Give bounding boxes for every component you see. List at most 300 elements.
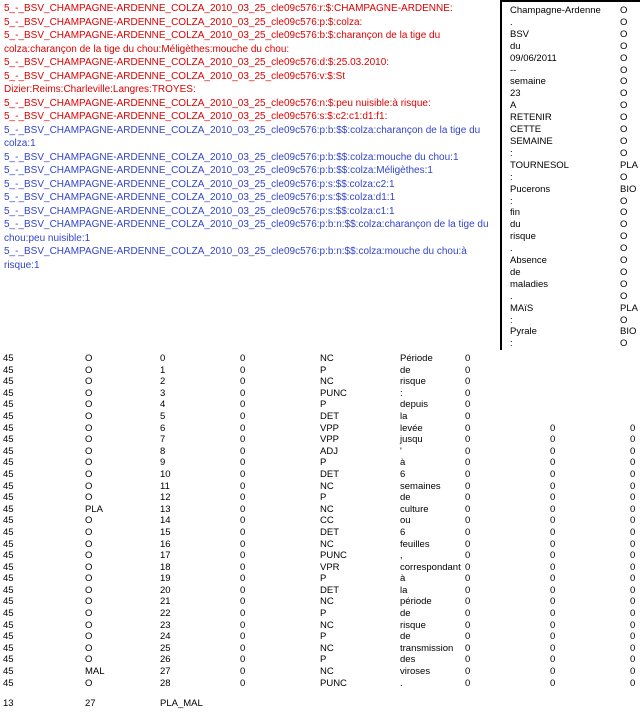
- table-cell: P: [320, 364, 327, 376]
- table-cell: 0: [550, 677, 556, 689]
- table-cell: 45: [3, 526, 14, 538]
- annotation-line-blue: 5_-_BSV_CHAMPAGNE-ARDENNE_COLZA_2010_03_25_cle09c576:p:s:$$:colza:c2:1: [4, 178, 395, 190]
- token-row: [510, 279, 640, 291]
- token-text: du: [510, 40, 521, 52]
- table-cell: NC: [320, 480, 334, 492]
- table-cell: depuis: [400, 399, 428, 411]
- table-cell: 0: [240, 353, 246, 364]
- table-cell: O: [85, 410, 93, 422]
- table-cell: 0: [465, 457, 471, 469]
- table-row: [3, 365, 640, 377]
- table-row: [3, 446, 640, 458]
- table-cell: 21: [160, 596, 171, 608]
- table-row: [3, 608, 640, 620]
- table-cell: 0: [550, 445, 556, 457]
- table-cell: P: [320, 399, 327, 411]
- table-cell: PUNC: [320, 387, 347, 399]
- token-row: [510, 53, 640, 65]
- table-cell: 0: [550, 666, 556, 678]
- table-cell: 14: [160, 515, 171, 527]
- table-cell: 0: [465, 399, 471, 411]
- table-cell: [550, 399, 630, 411]
- token-tag: BIO: [620, 183, 637, 195]
- token-row: [510, 136, 640, 148]
- table-cell: [550, 376, 630, 388]
- table-cell: 0: [465, 654, 471, 666]
- table-cell: 12: [160, 492, 171, 504]
- table-cell: 20: [160, 584, 171, 596]
- table-cell: O: [85, 445, 93, 457]
- token-row: [510, 196, 640, 208]
- table-cell: 45: [3, 457, 14, 469]
- table-cell: ,: [400, 550, 403, 562]
- table-cell: :: [400, 387, 403, 399]
- token-row: [510, 303, 640, 315]
- table-cell: O: [85, 387, 93, 399]
- token-tag: O: [620, 207, 628, 219]
- table-cell: 0: [240, 515, 246, 527]
- table-cell: 0: [550, 492, 556, 504]
- token-row: [510, 207, 640, 219]
- table-cell: 0: [550, 596, 556, 608]
- token-tag: O: [620, 28, 628, 40]
- table-cell: 0: [465, 550, 471, 562]
- token-tag: O: [620, 243, 628, 255]
- token-text: :: [510, 147, 513, 159]
- token-tag: O: [620, 100, 628, 112]
- table-cell: 0: [465, 538, 471, 550]
- token-text: CETTE: [510, 124, 542, 136]
- table-cell: 3: [160, 387, 166, 399]
- table-cell: NC: [320, 642, 334, 654]
- table-cell: risque: [400, 619, 426, 631]
- table-cell: 0: [550, 573, 556, 585]
- table-cell: NC: [320, 503, 334, 515]
- token-row: [510, 65, 640, 77]
- table-cell: O: [85, 492, 93, 504]
- annotation-line-blue: 5_-_BSV_CHAMPAGNE-ARDENNE_COLZA_2010_03_25_cle09c576:p:b:$$:colza:Méligèthes:1: [4, 165, 433, 176]
- table-cell: 0: [630, 503, 636, 515]
- table-cell: 0: [240, 642, 246, 654]
- token-text: de: [510, 266, 521, 278]
- table-row: [3, 353, 640, 365]
- table-cell: NC: [320, 619, 334, 631]
- table-cell: O: [85, 468, 93, 480]
- table-cell: 0: [160, 353, 166, 364]
- token-text: .: [510, 290, 513, 302]
- table-cell: [550, 388, 630, 400]
- table-cell: 23: [160, 619, 171, 631]
- token-text: BSV: [510, 28, 530, 40]
- annotation-line-blue: 5_-_BSV_CHAMPAGNE-ARDENNE_COLZA_2010_03_25_cle09c576:p:b:$$:colza:charançon de la tige du colza:1: [4, 124, 481, 149]
- table-cell: CC: [320, 515, 334, 527]
- table-row: [3, 492, 640, 504]
- pos-table-body: [3, 353, 640, 689]
- table-cell: 0: [630, 561, 636, 573]
- table-cell: à: [400, 573, 406, 585]
- annotation-line-red: 5_-_BSV_CHAMPAGNE-ARDENNE_COLZA_2010_03_25_cle09c576:d:$:25.03.2010:: [4, 57, 390, 68]
- table-cell: O: [85, 631, 93, 643]
- table-cell: 0: [240, 457, 246, 469]
- table-row: [3, 631, 640, 643]
- token-row: [510, 41, 640, 53]
- token-tag: O: [620, 76, 628, 88]
- table-cell: O: [85, 399, 93, 411]
- token-row: [510, 255, 640, 267]
- token-text: maladies: [510, 278, 549, 290]
- table-row: [3, 550, 640, 562]
- table-cell: 0: [550, 434, 556, 446]
- table-row: [3, 678, 640, 690]
- table-cell: 0: [240, 410, 246, 422]
- table-cell: 0: [240, 631, 246, 643]
- table-cell: [630, 411, 640, 423]
- table-cell: feuilles: [400, 538, 430, 550]
- table-cell: PLA: [85, 503, 103, 515]
- annotation-line-red: 5_-_BSV_CHAMPAGNE-ARDENNE_COLZA_2010_03_25_cle09c576:b:$:charançon de la tige du colza:charançon de la tige du chou:Méligèthes:mouche du chou:: [4, 30, 441, 55]
- token-tag: PLA: [620, 159, 638, 171]
- annotation-line-red: 5_-_BSV_CHAMPAGNE-ARDENNE_COLZA_2010_03_25_cle09c576:r:$:CHAMPAGNE-ARDENNE:: [4, 3, 453, 14]
- table-cell: 0: [465, 480, 471, 492]
- annotation-line-red: 5_-_BSV_CHAMPAGNE-ARDENNE_COLZA_2010_03_25_cle09c576:n:$:peu nuisible:à risque:: [4, 97, 431, 109]
- table-cell: 16: [160, 538, 171, 550]
- table-cell: DET: [320, 584, 339, 596]
- table-cell: 0: [240, 677, 246, 689]
- footer-sentence-id: 13: [3, 698, 14, 710]
- token-text: RETENIR: [510, 112, 552, 124]
- table-cell: 6: [400, 526, 406, 538]
- table-cell: 0: [630, 619, 636, 631]
- token-text: .: [510, 16, 513, 28]
- table-cell: 45: [3, 642, 14, 654]
- table-cell: 0: [630, 515, 636, 527]
- table-cell: PUNC: [320, 677, 347, 689]
- token-tag: BIO: [620, 326, 637, 338]
- table-row: [3, 666, 640, 678]
- table-cell: 7: [160, 434, 166, 446]
- table-cell: 0: [465, 434, 471, 446]
- table-cell: NC: [320, 538, 334, 550]
- table-cell: 0: [240, 666, 246, 678]
- table-cell: 45: [3, 550, 14, 562]
- table-cell: 0: [465, 666, 471, 678]
- table-row: [3, 411, 640, 423]
- table-cell: 0: [240, 399, 246, 411]
- table-cell: NC: [320, 596, 334, 608]
- table-cell: 0: [240, 468, 246, 480]
- table-cell: 22: [160, 608, 171, 620]
- table-cell: 0: [550, 561, 556, 573]
- table-cell: 5: [160, 410, 166, 422]
- table-row: [3, 457, 640, 469]
- table-cell: 0: [240, 503, 246, 515]
- table-cell: de: [400, 364, 411, 376]
- table-cell: 0: [630, 654, 636, 666]
- token-row: [510, 326, 640, 338]
- table-cell: 45: [3, 631, 14, 643]
- annotation-line-blue: 5_-_BSV_CHAMPAGNE-ARDENNE_COLZA_2010_03_25_cle09c576:p:b:n:$$:colza:charançon de la tige du chou:peu nuisible:1: [4, 219, 489, 244]
- table-cell: 0: [550, 468, 556, 480]
- table-cell: 0: [240, 561, 246, 573]
- table-cell: 0: [465, 584, 471, 596]
- token-tag: O: [620, 64, 628, 76]
- table-cell: Période: [400, 353, 433, 364]
- table-row: [3, 596, 640, 608]
- table-cell: 0: [465, 492, 471, 504]
- token-row: [510, 29, 640, 41]
- table-cell: O: [85, 538, 93, 550]
- token-row: [510, 112, 640, 124]
- table-cell: 2: [160, 376, 166, 388]
- table-cell: O: [85, 526, 93, 538]
- table-cell: 0: [240, 387, 246, 399]
- table-row: [3, 539, 640, 551]
- token-text: Pucerons: [510, 183, 551, 195]
- table-cell: O: [85, 596, 93, 608]
- table-cell: O: [85, 584, 93, 596]
- table-cell: la: [400, 410, 408, 422]
- table-cell: 0: [240, 538, 246, 550]
- table-cell: NC: [320, 353, 334, 364]
- table-cell: 45: [3, 584, 14, 596]
- table-cell: 45: [3, 515, 14, 527]
- table-cell: de: [400, 492, 411, 504]
- table-cell: 6: [160, 422, 166, 434]
- annotation-line-red: 5_-_BSV_CHAMPAGNE-ARDENNE_COLZA_2010_03_25_cle09c576:s:$:c2:c1:d1:f1:: [4, 111, 388, 122]
- table-cell: 0: [550, 515, 556, 527]
- table-cell: PUNC: [320, 550, 347, 562]
- table-cell: O: [85, 480, 93, 492]
- table-row: [3, 434, 640, 446]
- table-row: [3, 469, 640, 481]
- table-cell: 45: [3, 666, 14, 678]
- annotation-line-blue: 5_-_BSV_CHAMPAGNE-ARDENNE_COLZA_2010_03_25_cle09c576:p:s:$$:colza:c1:1: [4, 205, 395, 217]
- table-cell: 45: [3, 445, 14, 457]
- table-cell: 17: [160, 550, 171, 562]
- table-cell: 0: [630, 445, 636, 457]
- table-cell: 10: [160, 468, 171, 480]
- table-cell: ': [400, 445, 402, 457]
- token-row: [510, 5, 640, 17]
- token-tag: O: [620, 52, 628, 64]
- table-cell: 0: [630, 666, 636, 678]
- table-cell: 0: [465, 677, 471, 689]
- table-cell: 0: [630, 596, 636, 608]
- table-cell: DET: [320, 468, 339, 480]
- table-cell: O: [85, 619, 93, 631]
- table-cell: culture: [400, 503, 429, 515]
- annotation-line-red: 5_-_BSV_CHAMPAGNE-ARDENNE_COLZA_2010_03_25_cle09c576:p:$:colza:: [4, 16, 363, 28]
- token-text: 23: [510, 88, 521, 100]
- table-cell: 0: [550, 480, 556, 492]
- table-cell: 0: [550, 526, 556, 538]
- token-row: [510, 338, 640, 350]
- token-text: semaine: [510, 76, 546, 88]
- token-tag: O: [620, 314, 628, 326]
- token-text: A: [510, 100, 517, 112]
- token-tag: O: [620, 278, 628, 290]
- table-cell: 0: [550, 619, 556, 631]
- token-tag: PLA: [620, 302, 638, 314]
- annotation-line-blue: 5_-_BSV_CHAMPAGNE-ARDENNE_COLZA_2010_03_25_cle09c576:p:b:n:$$:colza:mouche du chou:à risque:1: [4, 246, 467, 271]
- table-cell: 0: [630, 457, 636, 469]
- table-cell: 0: [465, 410, 471, 422]
- token-row: [510, 76, 640, 88]
- table-cell: 0: [465, 515, 471, 527]
- token-row: [510, 243, 640, 255]
- table-cell: 0: [550, 538, 556, 550]
- table-cell: 0: [465, 468, 471, 480]
- table-cell: 45: [3, 654, 14, 666]
- token-text: SEMAINE: [510, 135, 553, 147]
- table-cell: [630, 376, 640, 388]
- token-tag: O: [620, 290, 628, 302]
- token-row: [510, 172, 640, 184]
- table-row: [3, 585, 640, 597]
- table-cell: DET: [320, 410, 339, 422]
- annotation-line-blue: 5_-_BSV_CHAMPAGNE-ARDENNE_COLZA_2010_03_25_cle09c576:p:s:$$:colza:d1:1: [4, 192, 396, 203]
- table-cell: [630, 399, 640, 411]
- table-cell: 25: [160, 642, 171, 654]
- table-cell: O: [85, 573, 93, 585]
- table-cell: 0: [240, 445, 246, 457]
- token-text: :: [510, 314, 513, 326]
- table-cell: [550, 411, 630, 423]
- table-cell: P: [320, 492, 327, 504]
- table-cell: 27: [160, 666, 171, 678]
- table-cell: 0: [550, 608, 556, 620]
- table-cell: 4: [160, 399, 166, 411]
- table-cell: P: [320, 608, 327, 620]
- table-cell: 45: [3, 364, 14, 376]
- table-cell: 28: [160, 677, 171, 689]
- table-cell: 24: [160, 631, 171, 643]
- token-text: :: [510, 195, 513, 207]
- table-cell: 45: [3, 538, 14, 550]
- table-cell: O: [85, 434, 93, 446]
- table-cell: viroses: [400, 666, 431, 678]
- token-tag: O: [620, 112, 628, 124]
- table-cell: 0: [550, 457, 556, 469]
- token-text: du: [510, 219, 521, 231]
- token-tag: O: [620, 147, 628, 159]
- table-cell: 0: [630, 480, 636, 492]
- table-cell: des: [400, 654, 416, 666]
- token-text: .: [510, 243, 513, 255]
- table-cell: 0: [465, 573, 471, 585]
- table-cell: 0: [630, 492, 636, 504]
- table-cell: semaines: [400, 480, 441, 492]
- table-cell: 0: [630, 526, 636, 538]
- table-cell: 0: [630, 550, 636, 562]
- table-cell: la: [400, 584, 408, 596]
- table-cell: 0: [630, 538, 636, 550]
- token-text: MAïS: [510, 302, 534, 314]
- table-cell: 0: [630, 584, 636, 596]
- table-cell: 45: [3, 619, 14, 631]
- table-cell: 0: [240, 434, 246, 446]
- table-cell: VPR: [320, 561, 340, 573]
- table-cell: 0: [240, 654, 246, 666]
- table-cell: O: [85, 654, 93, 666]
- table-cell: 0: [240, 480, 246, 492]
- table-cell: O: [85, 608, 93, 620]
- table-cell: 0: [465, 561, 471, 573]
- table-cell: 6: [400, 468, 406, 480]
- table-cell: 0: [465, 422, 471, 434]
- table-cell: VPP: [320, 434, 340, 446]
- table-cell: à: [400, 457, 406, 469]
- token-tag: O: [620, 5, 628, 16]
- table-cell: NC: [320, 376, 334, 388]
- pos-table-panel: [3, 353, 640, 710]
- table-cell: O: [85, 677, 93, 689]
- table-cell: 0: [465, 631, 471, 643]
- table-row: [3, 654, 640, 666]
- table-cell: O: [85, 376, 93, 388]
- table-cell: 45: [3, 434, 14, 446]
- table-cell: O: [85, 457, 93, 469]
- token-row: [510, 17, 640, 29]
- table-cell: 26: [160, 654, 171, 666]
- table-cell: P: [320, 457, 327, 469]
- table-cell: 0: [240, 364, 246, 376]
- token-tag-panel: [500, 0, 640, 350]
- table-row: [3, 388, 640, 400]
- table-cell: 0: [240, 584, 246, 596]
- table-cell: 0: [465, 376, 471, 388]
- table-row: [3, 399, 640, 411]
- token-text: Absence: [510, 255, 547, 267]
- table-row: [3, 643, 640, 655]
- token-row: [510, 291, 640, 303]
- table-cell: transmission: [400, 642, 454, 654]
- token-row: [510, 160, 640, 172]
- table-cell: P: [320, 631, 327, 643]
- table-cell: 0: [630, 608, 636, 620]
- pos-table-footer: [3, 698, 640, 710]
- table-cell: [630, 353, 640, 365]
- table-cell: 0: [550, 654, 556, 666]
- table-cell: 0: [240, 619, 246, 631]
- token-row: [510, 267, 640, 279]
- table-cell: période: [400, 596, 432, 608]
- token-tag: O: [620, 266, 628, 278]
- table-cell: 45: [3, 596, 14, 608]
- token-tag: O: [620, 171, 628, 183]
- table-cell: 0: [240, 526, 246, 538]
- table-cell: 0: [630, 677, 636, 689]
- table-cell: 15: [160, 526, 171, 538]
- table-cell: 0: [550, 584, 556, 596]
- table-cell: O: [85, 422, 93, 434]
- table-cell: MAL: [85, 666, 105, 678]
- table-cell: 0: [465, 608, 471, 620]
- table-cell: [550, 353, 630, 365]
- table-cell: de: [400, 608, 411, 620]
- token-row: [510, 219, 640, 231]
- table-row: [3, 376, 640, 388]
- token-text: :: [510, 171, 513, 183]
- footer-token-index: 27: [85, 698, 96, 710]
- table-row: [3, 504, 640, 516]
- token-text: fin: [510, 207, 521, 219]
- table-cell: 0: [465, 619, 471, 631]
- table-row: [3, 573, 640, 585]
- annotation-panel: [4, 2, 497, 272]
- table-cell: 8: [160, 445, 166, 457]
- token-tag: O: [620, 338, 628, 350]
